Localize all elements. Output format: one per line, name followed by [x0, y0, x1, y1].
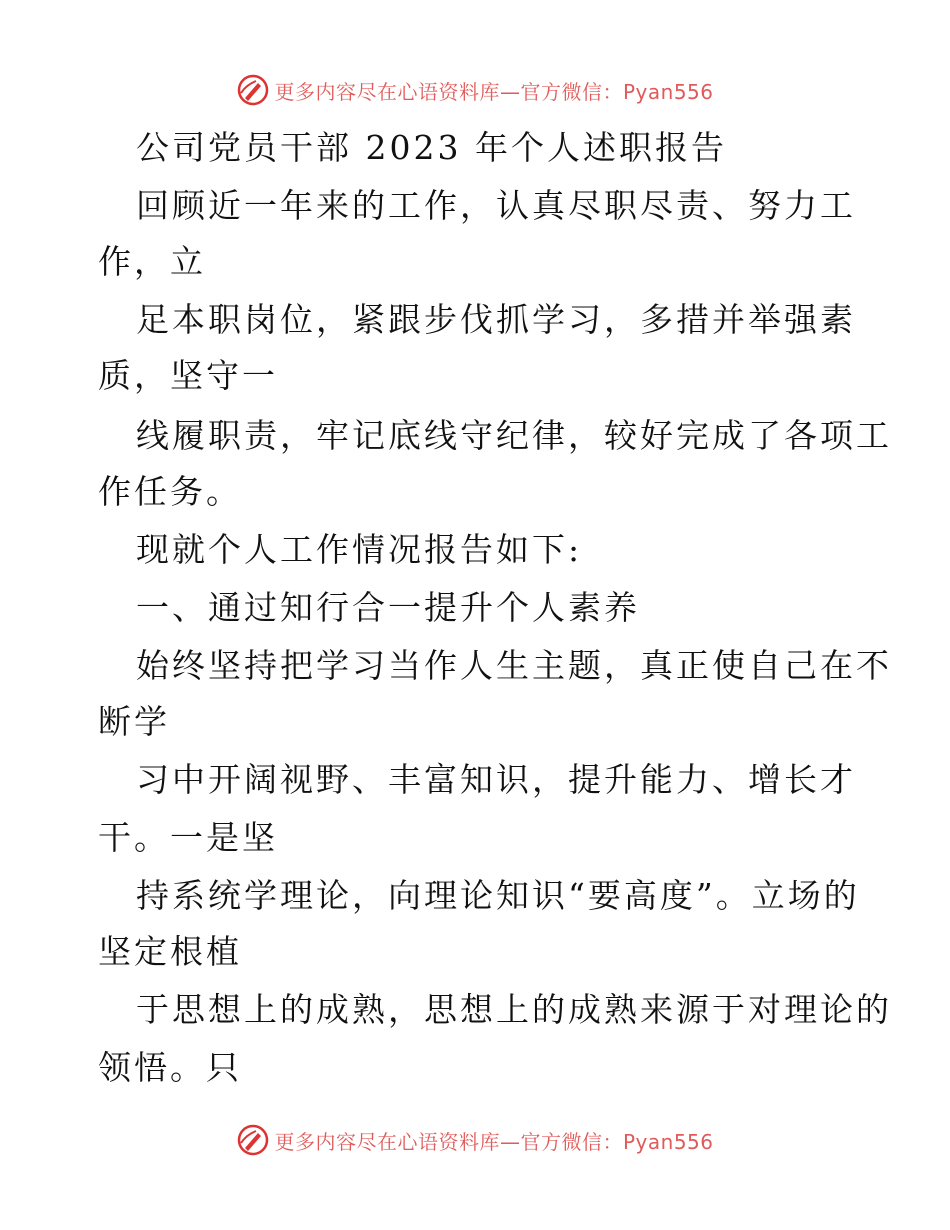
banner-text: 更多内容尽在心语资料库 [274, 79, 500, 104]
text-line: 坚定根植 [98, 932, 242, 971]
banner-wechat-id: Pyan556 [622, 79, 714, 104]
text-line: 线履职责，牢记底线守纪律，较好完成了各项工 [136, 416, 892, 455]
text-line: 持系统学理论，向理论知识“要高度”。立场的 [136, 876, 860, 915]
text-line: 作任务。 [98, 472, 242, 511]
banner-separator: — [499, 79, 521, 104]
banner-wechat-label: 官方微信： [520, 1129, 623, 1154]
text-line: 断学 [98, 702, 170, 741]
footer-banner [0, 1120, 950, 1160]
text-line: 领悟。只 [98, 1048, 242, 1087]
text-line: 质，坚守一 [98, 356, 278, 395]
banner-separator: — [499, 1129, 521, 1154]
banner-text: 更多内容尽在心语资料库 [274, 1129, 500, 1154]
text-line: 回顾近一年来的工作，认真尽职尽责、努力工 [136, 186, 856, 225]
text-line: 于思想上的成熟，思想上的成熟来源于对理论的 [136, 990, 892, 1029]
banner-wechat-id: Pyan556 [622, 1129, 714, 1154]
header-banner [0, 70, 950, 110]
text-line: 始终坚持把学习当作人生主题，真正使自己在不 [136, 646, 892, 685]
banner-wechat-label: 官方微信： [520, 79, 623, 104]
text-line: 现就个人工作情况报告如下: [136, 530, 583, 569]
section-heading: 一、通过知行合一提升个人素养 [136, 588, 640, 627]
text-line: 足本职岗位，紧跟步伐抓学习，多措并举强素 [136, 300, 856, 339]
text-line: 习中开阔视野、丰富知识，提升能力、增长才 [136, 760, 856, 799]
pen-logo-icon [236, 73, 270, 107]
document-title: 公司党员干部 2023 年个人述职报告 [136, 128, 727, 167]
text-line: 作，立 [98, 242, 206, 281]
pen-logo-icon [236, 1123, 270, 1157]
text-line: 干。一是坚 [98, 818, 278, 857]
